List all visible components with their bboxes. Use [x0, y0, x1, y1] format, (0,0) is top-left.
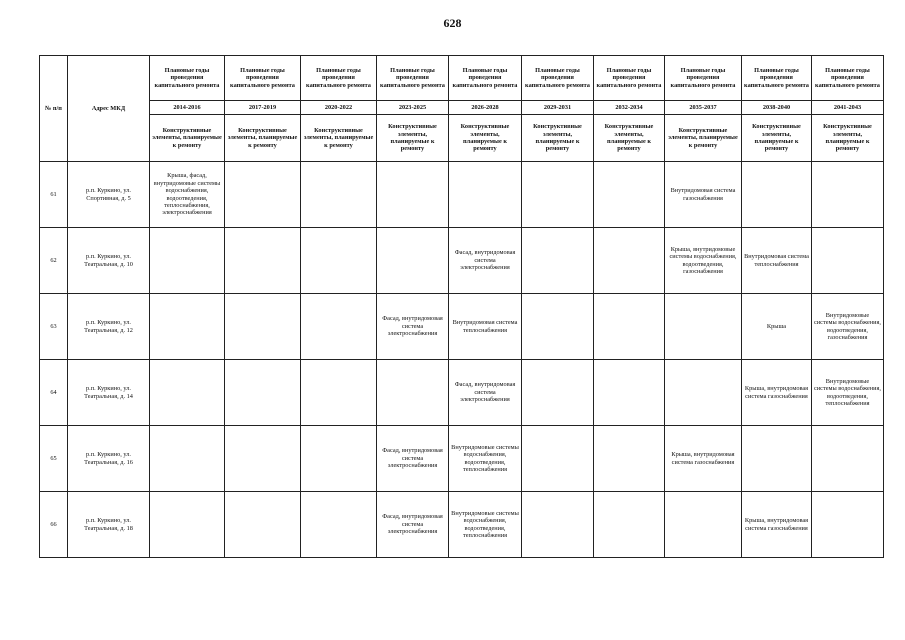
table-cell: Внутридомовая система газоснабжения	[665, 162, 742, 228]
table-cell	[225, 492, 301, 558]
period-years: 2035-2037	[665, 101, 742, 115]
table-row	[40, 162, 884, 228]
row-number: 65	[40, 426, 68, 492]
period-years: 2023-2025	[377, 101, 449, 115]
table-cell	[665, 294, 742, 360]
elements-heading: Конструктивные элементы, планируемые к ремонту	[594, 115, 665, 162]
table-cell: Фасад, внутридомовая система электроснабжения	[449, 360, 522, 426]
table-cell: Внутридомовые системы водоснабжения, водоотведения, теплоснабжения	[449, 426, 522, 492]
table-cell	[225, 426, 301, 492]
table-cell: Крыша, внутридомовая система газоснабжения	[742, 360, 812, 426]
table-cell: Крыша, фасад, внутридомовые системы водоснабжения, водоотведения, теплоснабжения, электроснабжения	[150, 162, 225, 228]
period-years: 2038-2040	[742, 101, 812, 115]
table-cell: Внутридомовые системы водоснабжения, водоотведения, теплоснабжения	[449, 492, 522, 558]
table-cell	[150, 294, 225, 360]
table-cell: Крыша, внутридомовая система газоснабжения	[665, 426, 742, 492]
table-cell	[594, 228, 665, 294]
table-cell: Фасад, внутридомовая система электроснабжения	[377, 492, 449, 558]
period-years: 2032-2034	[594, 101, 665, 115]
table-cell	[812, 426, 884, 492]
table-cell: Фасад, внутридомовая система электроснабжения	[449, 228, 522, 294]
elements-heading: Конструктивные элементы, планируемые к ремонту	[150, 115, 225, 162]
table-cell	[522, 162, 594, 228]
period-years: 2029-2031	[522, 101, 594, 115]
table-row	[40, 492, 884, 558]
table-cell	[812, 228, 884, 294]
table-cell	[742, 162, 812, 228]
table-cell	[225, 294, 301, 360]
elements-heading: Конструктивные элементы, планируемые к ремонту	[812, 115, 884, 162]
column-header-address: Адрес МКД	[68, 56, 150, 162]
table-row	[40, 426, 884, 492]
period-heading: Плановые годы проведения капитального ремонта	[377, 56, 449, 101]
table-cell	[301, 294, 377, 360]
table-cell: Внутридомовые системы водоснабжения, водоотведения, газоснабжения	[812, 294, 884, 360]
period-heading: Плановые годы проведения капитального ремонта	[449, 56, 522, 101]
period-heading: Плановые годы проведения капитального ремонта	[522, 56, 594, 101]
header-row-years	[40, 101, 884, 115]
table-cell	[301, 492, 377, 558]
table-cell: Фасад, внутридомовая система электроснабжения	[377, 426, 449, 492]
table-cell	[522, 228, 594, 294]
row-number: 62	[40, 228, 68, 294]
table-cell	[594, 426, 665, 492]
period-heading: Плановые годы проведения капитального ремонта	[150, 56, 225, 101]
table-cell	[301, 228, 377, 294]
row-address: р.п. Куркино, ул. Театральная, д. 18	[68, 492, 150, 558]
table-cell	[665, 492, 742, 558]
table-cell	[522, 360, 594, 426]
period-heading: Плановые годы проведения капитального ремонта	[742, 56, 812, 101]
table-cell	[522, 426, 594, 492]
period-years: 2026-2028	[449, 101, 522, 115]
table-cell: Внутридомовые системы водоснабжения, водоотведения, теплоснабжения	[812, 360, 884, 426]
table-cell	[594, 162, 665, 228]
table-cell	[225, 360, 301, 426]
table-cell: Крыша, внутридомовая система газоснабжения	[742, 492, 812, 558]
capital-repair-plan-table	[39, 55, 884, 558]
table-cell	[377, 228, 449, 294]
table-cell	[665, 360, 742, 426]
row-address: р.п. Куркино, ул. Театральная, д. 14	[68, 360, 150, 426]
table-cell	[301, 426, 377, 492]
table-cell: Фасад, внутридомовая система электроснабжения	[377, 294, 449, 360]
elements-heading: Конструктивные элементы, планируемые к ремонту	[742, 115, 812, 162]
table-cell	[150, 426, 225, 492]
table-cell	[742, 426, 812, 492]
table-cell: Крыша	[742, 294, 812, 360]
period-heading: Плановые годы проведения капитального ремонта	[301, 56, 377, 101]
table-cell	[594, 294, 665, 360]
row-number: 66	[40, 492, 68, 558]
period-heading: Плановые годы проведения капитального ремонта	[594, 56, 665, 101]
table-cell	[812, 162, 884, 228]
table-cell	[522, 492, 594, 558]
table-cell	[594, 360, 665, 426]
table-row	[40, 228, 884, 294]
period-heading: Плановые годы проведения капитального ремонта	[665, 56, 742, 101]
elements-heading: Конструктивные элементы, планируемые к ремонту	[377, 115, 449, 162]
header-row-periods	[40, 56, 884, 101]
table-cell	[522, 294, 594, 360]
column-header-number: № п/п	[40, 56, 68, 162]
table-cell	[377, 360, 449, 426]
table-cell: Внутридомовая система теплоснабжения	[449, 294, 522, 360]
table-cell	[594, 492, 665, 558]
row-number: 63	[40, 294, 68, 360]
table-cell: Внутридомовая система теплоснабжения	[742, 228, 812, 294]
row-number: 64	[40, 360, 68, 426]
period-years: 2017-2019	[225, 101, 301, 115]
table-cell	[377, 162, 449, 228]
table-row	[40, 360, 884, 426]
period-years: 2020-2022	[301, 101, 377, 115]
row-address: р.п. Куркино, ул. Театральная, д. 16	[68, 426, 150, 492]
table-cell	[225, 228, 301, 294]
elements-heading: Конструктивные элементы, планируемые к ремонту	[225, 115, 301, 162]
period-years: 2014-2016	[150, 101, 225, 115]
page-number: 628	[443, 16, 462, 30]
elements-heading: Конструктивные элементы, планируемые к ремонту	[449, 115, 522, 162]
period-heading: Плановые годы проведения капитального ремонта	[812, 56, 884, 101]
row-address: р.п. Куркино, ул. Спортивная, д. 5	[68, 162, 150, 228]
table-cell	[812, 492, 884, 558]
table-cell: Крыша, внутридомовые системы водоснабжения, водоотведения, газоснабжения	[665, 228, 742, 294]
period-heading: Плановые годы проведения капитального ремонта	[225, 56, 301, 101]
elements-heading: Конструктивные элементы, планируемые к ремонту	[665, 115, 742, 162]
table-cell	[449, 162, 522, 228]
period-years: 2041-2043	[812, 101, 884, 115]
table-cell	[150, 492, 225, 558]
elements-heading: Конструктивные элементы, планируемые к ремонту	[301, 115, 377, 162]
table-cell	[301, 360, 377, 426]
header-row-elements	[40, 115, 884, 162]
row-number: 61	[40, 162, 68, 228]
table-cell	[301, 162, 377, 228]
row-address: р.п. Куркино, ул. Театральная, д. 10	[68, 228, 150, 294]
elements-heading: Конструктивные элементы, планируемые к ремонту	[522, 115, 594, 162]
table-row	[40, 294, 884, 360]
table-cell	[225, 162, 301, 228]
table-cell	[150, 228, 225, 294]
row-address: р.п. Куркино, ул. Театральная, д. 12	[68, 294, 150, 360]
table-cell	[150, 360, 225, 426]
